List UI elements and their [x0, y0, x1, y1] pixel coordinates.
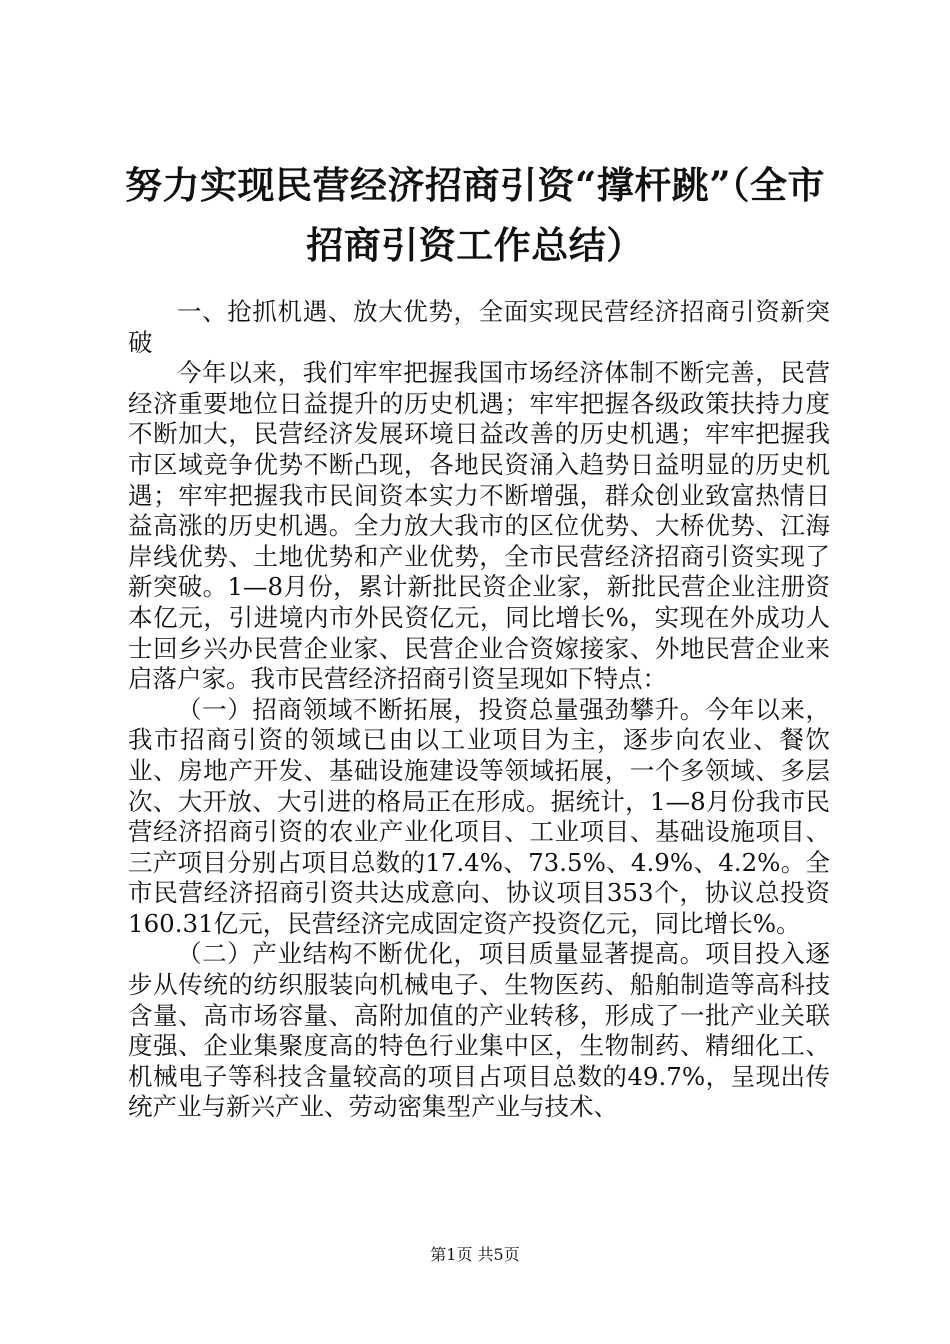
- document-body: [128, 297, 830, 1123]
- page-number-footer: 第1页 共5页: [430, 1245, 520, 1264]
- body-paragraph: 今年以来，我们牢牢把握我国市场经济体制不断完善，民营经济重要地位日益提升的历史机遇；牢牢把握各级政策扶持力度不断加大，民营经济发展环境日益改善的历史机遇；牢牢把握我市区域竞争优势不断凸现，各地民资涌入趋势日益明显的历史机遇；牢牢把握我市民间资本实力不断增强，群众创业致富热情日益高涨的历史机遇。全力放大我市的区位优势、大桥优势、江海岸线优势、土地优势和产业优势，全市民营经济招商引资实现了新突破。1—8月份，累计新批民资企业家，新批民营企业注册资本亿元，引进境内市外民资亿元，同比增长%，实现在外成功人士回乡兴办民营企业家、民营企业合资嫁接家、外地民营企业来启落户家。我市民营经济招商引资呈现如下特点：: [128, 358, 830, 694]
- document-title: 努力实现民营经济招商引资“撑杆跳”（全市招商引资工作总结）: [124, 163, 826, 267]
- body-paragraph: （二）产业结构不断优化，项目质量显著提高。项目投入逐步从传统的纺织服装向机械电子、生物医药、船舶制造等高科技含量、高市场容量、高附加值的产业转移，形成了一批产业关联度强、企业集聚度高的特色行业集中区，生物制药、精细化工、机械电子等科技含量较高的项目占项目总数的49.7%，呈现出传统产业与新兴产业、劳动密集型产业与技术、: [128, 939, 830, 1122]
- body-paragraph: （一）招商领域不断拓展，投资总量强劲攀升。今年以来，我市招商引资的领域已由以工业项目为主，逐步向农业、餐饮业、房地产开发、基础设施建设等领域拓展，一个多领域、多层次、大开放、大引进的格局正在形成。据统计，1—8月份我市民营经济招商引资的农业产业化项目、工业项目、基础设施项目、三产项目分别占项目总数的17.4%、73.5%、4.9%、4.2%。全市民营经济招商引资共达成意向、协议项目353个，协议总投资160.31亿元，民营经济完成固定资产投资亿元，同比增长%。: [128, 694, 830, 938]
- section-heading: 一、抢抓机遇、放大优势，全面实现民营经济招商引资新突破: [128, 297, 830, 357]
